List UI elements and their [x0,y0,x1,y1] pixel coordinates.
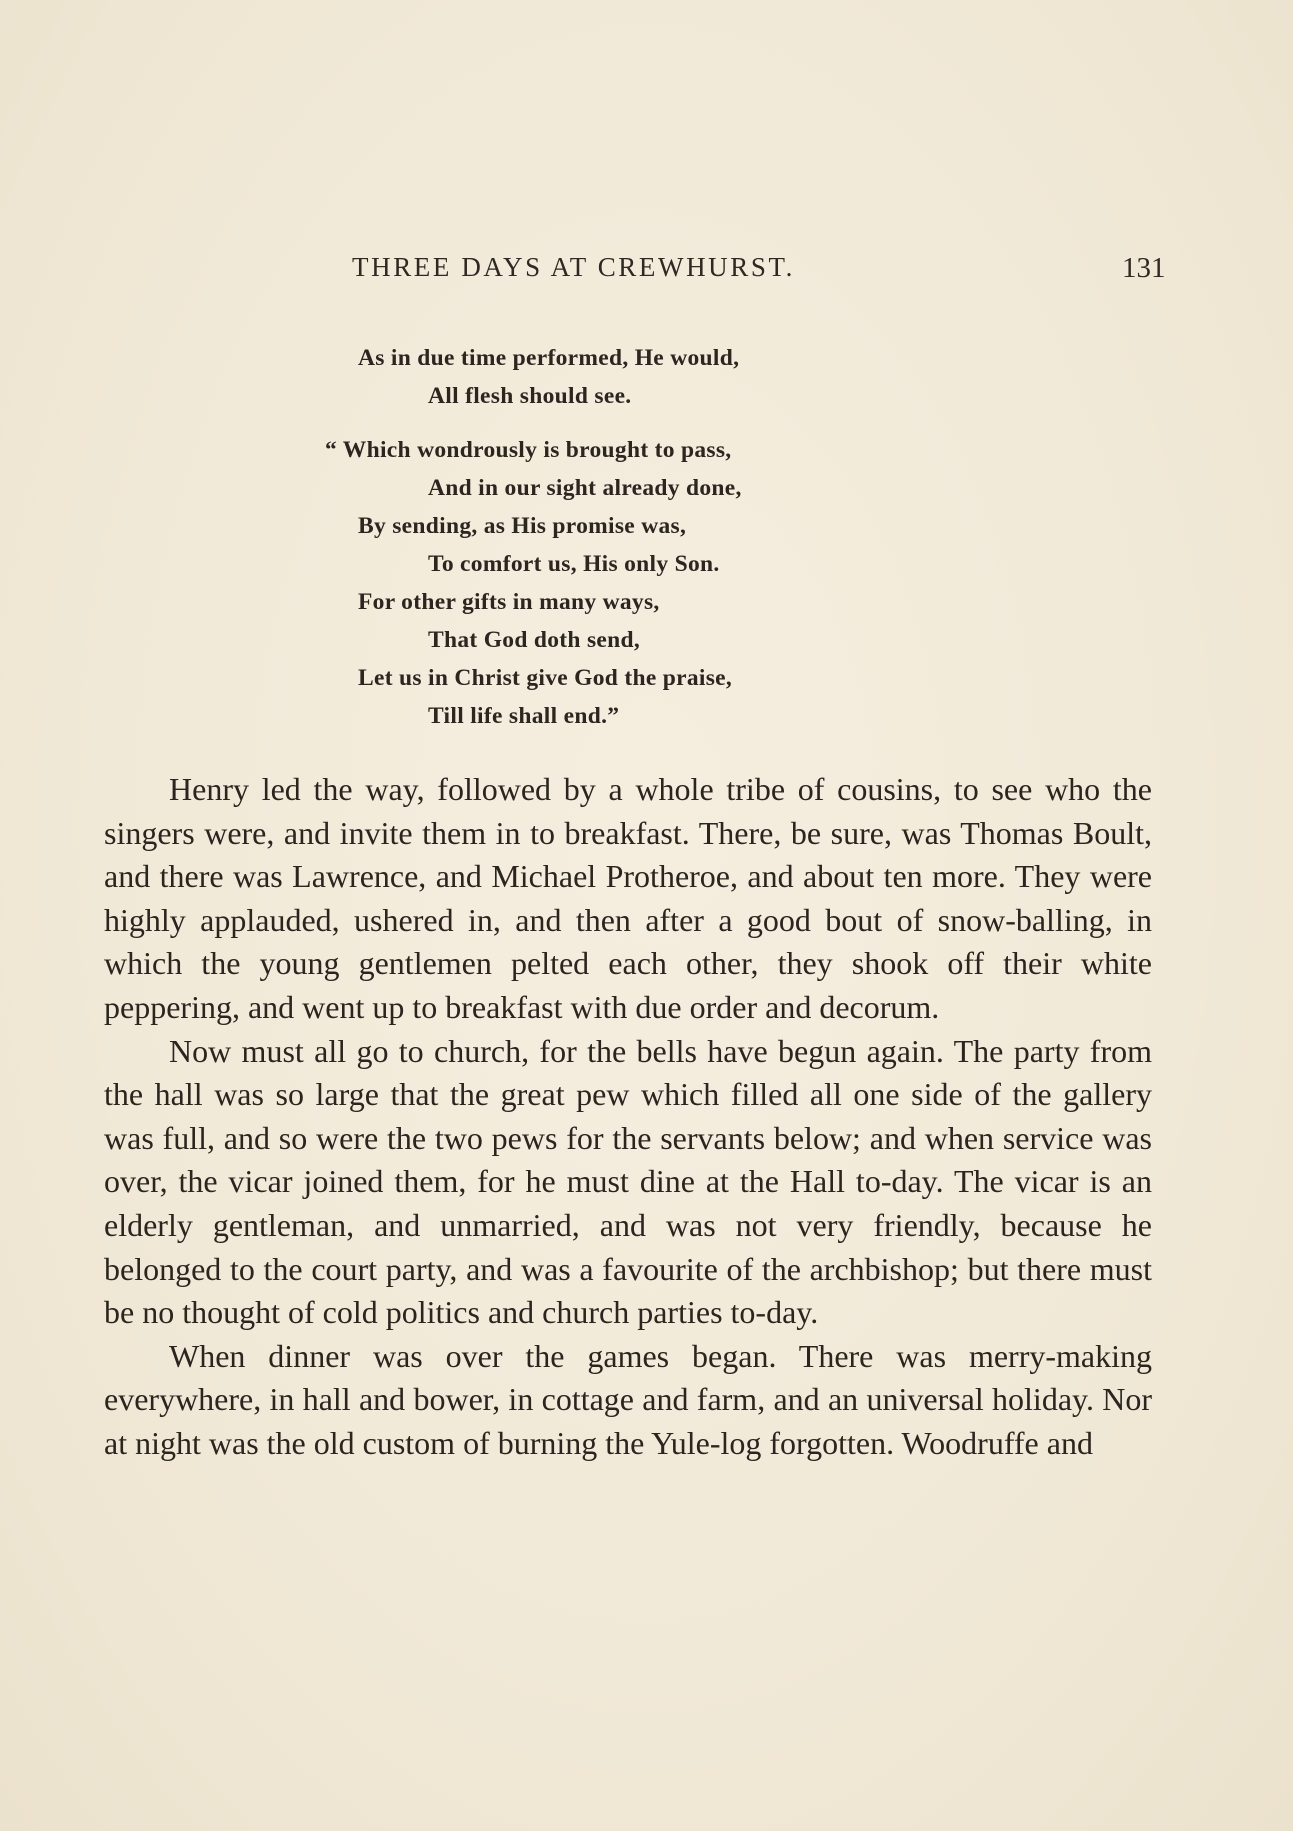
poem-stanza [0,431,1293,735]
poem-line: And in our sight already done, [428,475,742,501]
poem-line: Let us in Christ give God the praise, [358,665,733,691]
page-number: 131 [1122,252,1166,284]
poem-line: To comfort us, His only Son. [428,551,720,577]
poem-line: By sending, as His promise was, [358,513,687,539]
poem-line: All flesh should see. [428,383,632,409]
poem-line: For other gifts in many ways, [358,589,660,615]
poem-stanza [0,339,1293,415]
running-title: THREE DAYS AT CREWHURST. [352,252,795,282]
poem-line: Till life shall end.” [428,703,620,729]
body-text [104,768,1152,1466]
poem-line: As in due time performed, He would, [358,345,740,371]
paragraph: Now must all go to church, for the bells have begun again. The party from the hall was so large that the great pew which filled all one side of the gallery was full, and so were the two pews for the servants below; and when service was over, the vicar joined them, for he must dine at the Hall to-day. The vicar is an elderly gentleman, and unmarried, and was not very friendly, because he belonged to the court party, and was a favourite of the archbishop; but there must be no thought of cold politics and church parties to-day. [104,1032,1152,1331]
paragraph: When dinner was over the games began. There was merry-making everywhere, in hall and bower, in cottage and farm, and an universal holiday. Nor at night was the old custom of burning the Yule-log forgotten. Woodruffe and [104,1337,1152,1461]
poem-line: That God doth send, [428,627,641,653]
poem-line: “ Which wondrously is brought to pass, [325,437,732,463]
poem [0,339,1293,751]
paragraph: Henry led the way, followed by a whole tribe of cousins, to see who the singers were, and invite them in to breakfast. There, be sure, was Thomas Boult, and there was Lawrence, and Michael Protheroe, and about ten more. They were highly applauded, ushered in, and then after a good bout of snow-balling, in which the young gentlemen pelted each other, they shook off their white peppering, and went up to breakfast with due order and decorum. [104,771,1152,1025]
running-head [0,252,1293,292]
